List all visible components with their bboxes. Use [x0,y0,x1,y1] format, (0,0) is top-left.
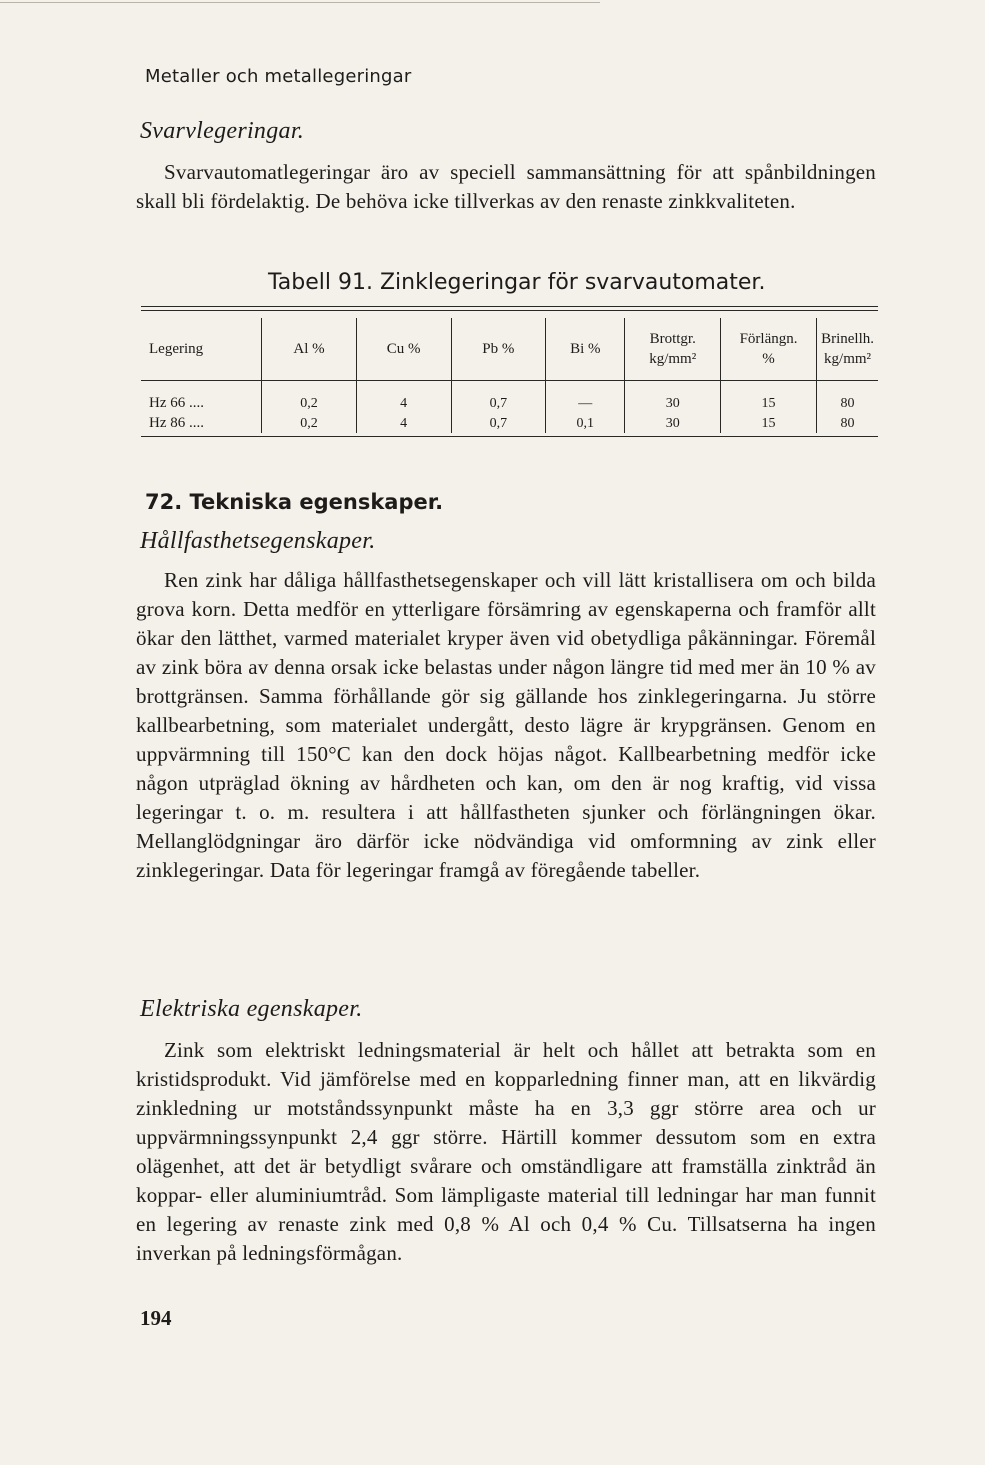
top-edge-rule [0,2,600,3]
cell-legering: Hz 66 .... [149,394,204,411]
section-number-heading: 72. Tekniska egenskaper. [145,490,444,514]
section-heading-svarvlegeringar: Svarvlegeringar. [140,118,305,144]
paragraph-hallfasthet: Ren zink har dåliga hållfasthetsegenskaper och vill lätt kristallisera om och bilda grova korn. Detta medför en ytterligare försämring av egenskaperna och framför allt ökar den lätthet, varmed materialet kryper även vid obetydliga påkänningar. Föremål av zink böra av denna orsak icke belastas under någon längre tid med mer än 10 % av brottgränsen. Samma förhållande gör sig gällande hos zinklegeringarna. Ju större kallbearbetning, som materialet undergått, desto lägre är krypgränsen. Genom en uppvärmning till 150°C kan den dock höjas något. Kallbearbetning medför icke någon utpräglad ökning av hårdheten och kan, om den är nog kraftig, vid vissa legeringar t. o. m. resultera i att hållfastheten sjunker och förlängningen ökar. Mellanglödgningar äro därför icke nödvändiga vid omformning av zink eller zinklegeringar. Data för legeringar framgå av föregående tabeller. [136,568,876,882]
table-top-rule [141,306,878,307]
col-bi: Bi % [546,318,625,381]
cell-legering: Hz 86 .... [149,414,204,431]
col-brottgr-line2: kg/mm² [649,351,697,367]
col-brottgr-line1: Brottgr. [649,331,696,347]
cell-bi: — [546,393,625,413]
cell-cu: 4 [356,413,451,433]
col-forlangn-line2: % [762,351,775,367]
running-head: Metaller och metallegeringar [145,66,412,87]
paragraph-elektriska: Zink som elektriskt ledningsmaterial är helt och hållet att betrakta som en kristidsprodukt. Vid jämförelse med en kopparledning finner man, att en likvärdig zinkledning ur motståndssynpunkt måste ha en 3,3 ggr större area och ur uppvärmningssynpunkt 2,4 ggr större. Härtill kommer dessutom som en extra olägenhet, att det är betydligt svårare och omständligare att framställa zinktråd än koppar- eller aluminiumtråd. Som lämpligaste material till ledningar har man funnit en legering av renaste zink med 0,8 % Al och 0,4 % Cu. Tillsatserna ha ingen inverkan på ledningsförmågan. [136,1038,876,1265]
cell-al: 0,2 [262,393,357,413]
col-al: Al % [262,318,357,381]
cell-cu: 4 [356,393,451,413]
table-row [141,393,878,413]
table-top-rule-double [141,310,878,311]
table-bottom-rule [141,436,878,437]
table-caption: Tabell 91. Zinklegeringar för svarvautomater. [268,270,766,295]
col-brinellh-line2: kg/mm² [824,351,872,367]
subheading-elektriska: Elektriska egenskaper. [140,996,363,1022]
col-legering: Legering [149,341,204,357]
cell-pb: 0,7 [451,393,546,413]
col-pb: Pb % [451,318,546,381]
table-row [141,413,878,433]
alloy-table [141,318,878,433]
cell-al: 0,2 [262,413,357,433]
col-forlangn [721,318,817,381]
cell-pb: 0,7 [451,413,546,433]
cell-forlangn: 15 [721,413,817,433]
cell-forlangn: 15 [721,393,817,413]
cell-brinell: 80 [817,413,878,433]
table-header-row [141,318,878,381]
col-brinellh-line1: Brinellh. [821,331,874,347]
col-forlangn-line1: Förlängn. [739,331,798,347]
col-brinellh [817,318,878,381]
subheading-hallfasthet: Hållfasthetsegenskaper. [140,528,376,554]
paragraph-svarvlegeringar: Svarvautomatlegeringar äro av speciell sammansättning för att spånbildningen skall bli fördelaktig. De behöva icke tillverkas av den renaste zinkkvaliteten. [136,160,876,213]
cell-brinell: 80 [817,393,878,413]
cell-bi: 0,1 [546,413,625,433]
page-number: 194 [140,1306,172,1330]
cell-brottgr: 30 [625,393,721,413]
cell-brottgr: 30 [625,413,721,433]
col-cu: Cu % [356,318,451,381]
col-brottgr [625,318,721,381]
table-separator-row [141,381,878,394]
